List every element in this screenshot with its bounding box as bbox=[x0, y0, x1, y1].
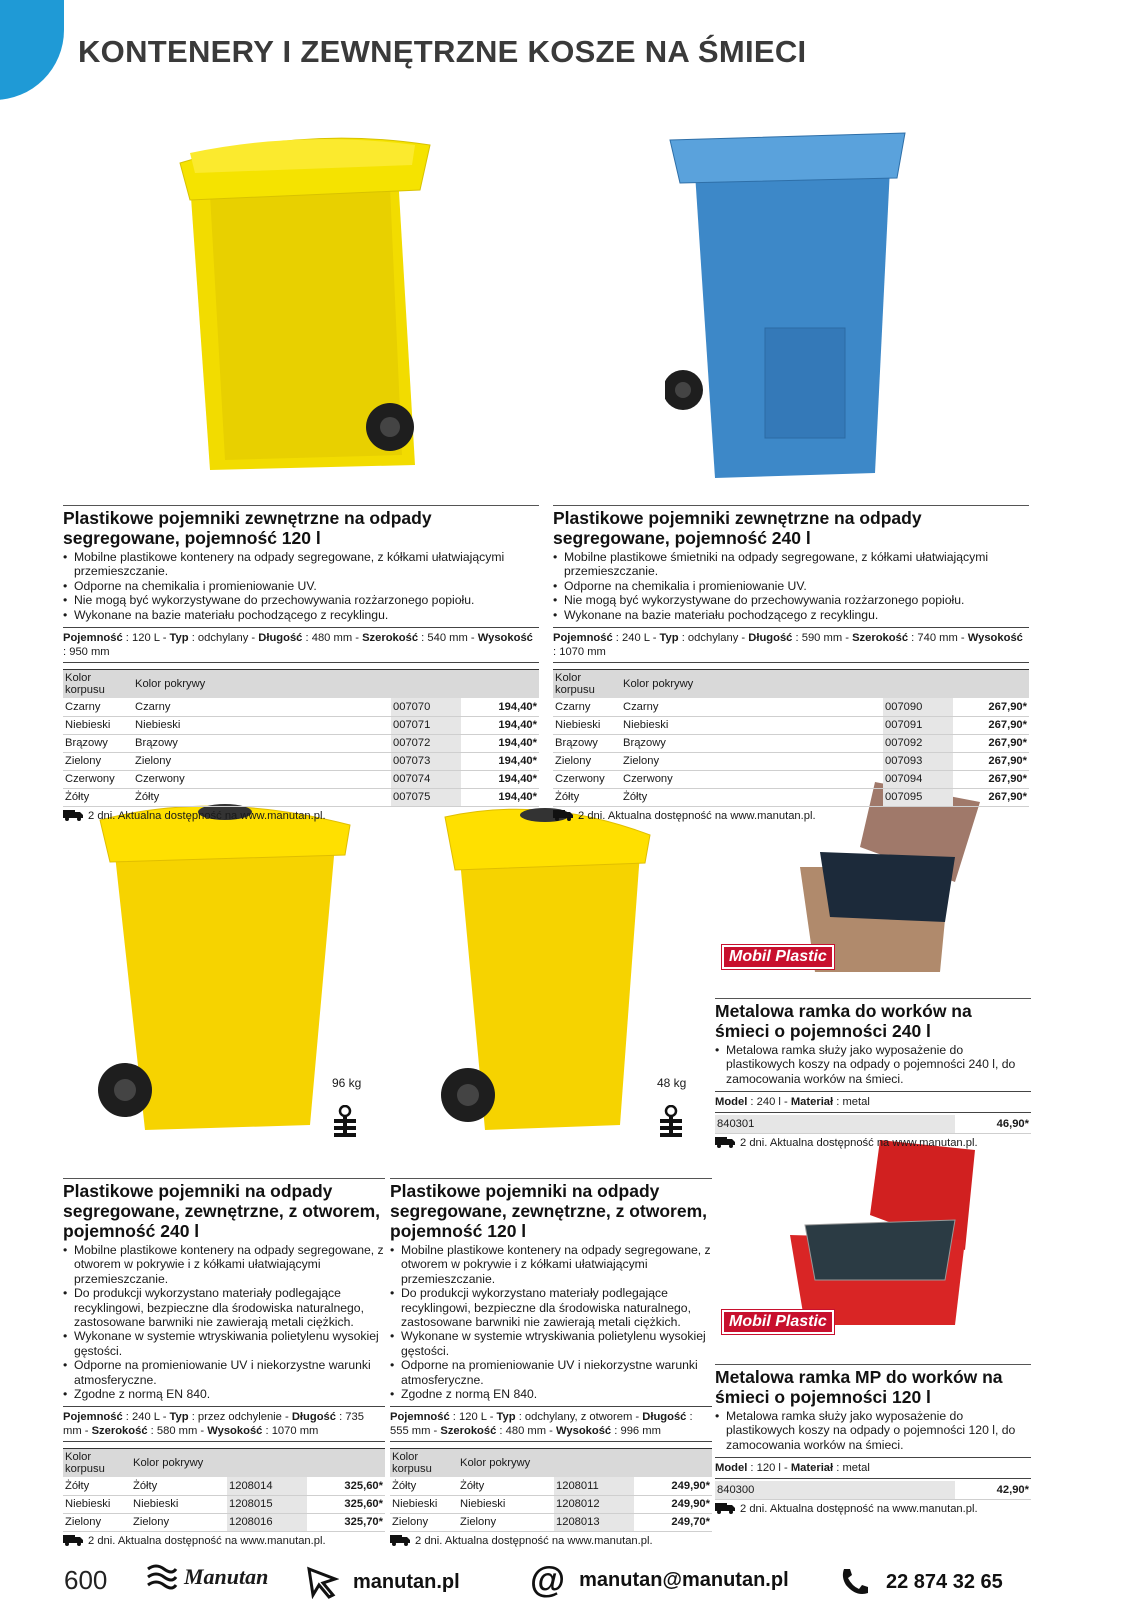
spec-line: Pojemność : 120 L - Typ : odchylany - Długość : 480 mm - Szerokość : 540 mm - Wysokość : 950 mm bbox=[63, 627, 539, 663]
table-row bbox=[390, 1513, 712, 1531]
red-bin-frame-image bbox=[785, 1140, 995, 1325]
feature-list bbox=[715, 1409, 1031, 1452]
truck-icon bbox=[63, 810, 83, 821]
body-color-cell: Zielony bbox=[63, 1513, 131, 1531]
delivery-info: 2 dni. Aktualna dostępność na www.manutan.pl. bbox=[390, 1535, 712, 1547]
spec-line: Pojemność : 120 L - Typ : odchylany, z otworem - Długość : 555 mm - Szerokość : 480 mm - Wysokość : 996 mm bbox=[390, 1406, 712, 1442]
feature-item: • Odporne na promieniowanie UV i niekorzystne warunki atmosferyczne. bbox=[390, 1358, 712, 1387]
delivery-info: 2 dni. Aktualna dostępność na www.manutan.pl. bbox=[63, 810, 539, 822]
table-row bbox=[63, 716, 539, 734]
spec-line: Pojemność : 240 L - Typ : przez odchylenie - Długość : 735 mm - Szerokość : 580 mm - Wysokość : 1070 mm bbox=[63, 1406, 385, 1442]
lid-color-cell: Czerwony bbox=[133, 770, 391, 788]
table-row bbox=[390, 1495, 712, 1513]
feature-list bbox=[390, 1243, 712, 1401]
price: 325,60* bbox=[307, 1495, 385, 1513]
body-color-cell: Żółty bbox=[390, 1477, 458, 1495]
delivery-info: 2 dni. Aktualna dostępność na www.manutan.pl. bbox=[715, 1503, 1031, 1515]
feature-item: • Do produkcji wykorzystano materiały podlegające recyklingowi, bezpieczne dla środowiska naturalnego, zastosowane barwniki nie zawierają metali ciężkich. bbox=[390, 1286, 712, 1329]
lid-color-cell: Czarny bbox=[133, 698, 391, 716]
feature-item: • Odporne na chemikalia i promieniowanie UV. bbox=[553, 579, 1029, 593]
table-row bbox=[63, 1477, 385, 1495]
price: 42,90* bbox=[955, 1481, 1031, 1499]
feature-item: • Odporne na promieniowanie UV i niekorzystne warunki atmosferyczne. bbox=[63, 1358, 385, 1387]
price: 249,70* bbox=[634, 1513, 712, 1531]
table-row bbox=[553, 716, 1029, 734]
body-color-cell: Brązowy bbox=[553, 734, 621, 752]
price: 194,40* bbox=[461, 698, 539, 716]
table-row bbox=[553, 734, 1029, 752]
feature-item: • Mobilne plastikowe śmietniki na odpady segregowane, z kółkami ułatwiającymi przemieszczanie. bbox=[553, 550, 1029, 579]
product-title: Plastikowe pojemniki na odpady segregowane, zewnętrzne, z otworem, pojemność 120 l bbox=[390, 1178, 712, 1241]
body-color-cell: Niebieski bbox=[63, 716, 133, 734]
price: 267,90* bbox=[953, 734, 1029, 752]
truck-icon bbox=[63, 1535, 83, 1546]
yellow-bin-120-image bbox=[150, 125, 450, 490]
variant-table bbox=[715, 1115, 1031, 1134]
product-bin-120-hole bbox=[390, 1178, 712, 1547]
feature-item: • Do produkcji wykorzystano materiały podlegające recyklingowi, bezpieczne dla środowiska naturalnego, zastosowane barwniki nie zawierają metali ciężkich. bbox=[63, 1286, 385, 1329]
table-row bbox=[63, 788, 539, 806]
feature-item: • Odporne na chemikalia i promieniowanie UV. bbox=[63, 579, 539, 593]
feature-list bbox=[553, 550, 1029, 622]
price: 267,90* bbox=[953, 770, 1029, 788]
feature-item: • Wykonane na bazie materiału pochodzącego z recyklingu. bbox=[63, 608, 539, 622]
delivery-info: 2 dni. Aktualna dostępność na www.manutan.pl. bbox=[63, 1535, 385, 1547]
product-title: Plastikowe pojemniki zewnętrzne na odpady segregowane, pojemność 120 l bbox=[63, 505, 539, 548]
cursor-icon bbox=[305, 1565, 339, 1599]
feature-item: • Mobilne plastikowe kontenery na odpady segregowane, z kółkami ułatwiającymi przemieszczanie. bbox=[63, 550, 539, 579]
variant-table: Kolor korpusu Kolor pokrywy Żółty Żółty 1208011 249,90* Niebieski Niebieski 1208012 249,90* Zielony Zielony 1208013 249,70* bbox=[390, 1448, 712, 1532]
ref-code: 1208013 bbox=[554, 1513, 634, 1531]
feature-list bbox=[715, 1043, 1031, 1086]
body-color-cell: Niebieski bbox=[553, 716, 621, 734]
delivery-info: 2 dni. Aktualna dostępność na www.manutan.pl. bbox=[553, 810, 1029, 822]
price: 194,40* bbox=[461, 716, 539, 734]
ref-code: 007072 bbox=[391, 734, 461, 752]
product-title: Plastikowe pojemniki na odpady segregowane, zewnętrzne, z otworem, pojemność 240 l bbox=[63, 1178, 385, 1241]
product-title: Metalowa ramka MP do worków na śmieci o pojemności 120 l bbox=[715, 1364, 1031, 1407]
phone-link[interactable]: 22 874 32 65 bbox=[838, 1565, 1003, 1599]
page-title: KONTENERY I ZEWNĘTRZNE KOSZE NA ŚMIECI bbox=[78, 34, 807, 69]
variant-table bbox=[715, 1481, 1031, 1500]
feature-list bbox=[63, 1243, 385, 1401]
truck-icon bbox=[715, 1503, 735, 1514]
body-color-cell: Niebieski bbox=[63, 1495, 131, 1513]
ref-code: 1208014 bbox=[227, 1477, 307, 1495]
ref-code: 1208011 bbox=[554, 1477, 634, 1495]
lid-color-cell: Żółty bbox=[131, 1477, 227, 1495]
truck-icon bbox=[553, 810, 573, 821]
body-color-cell: Żółty bbox=[63, 1477, 131, 1495]
feature-item: • Zgodne z normą EN 840. bbox=[63, 1387, 385, 1401]
spec-line: Model : 240 l - Materiał : metal bbox=[715, 1091, 1031, 1113]
price: 267,90* bbox=[953, 698, 1029, 716]
price: 249,90* bbox=[634, 1495, 712, 1513]
table-row bbox=[63, 1495, 385, 1513]
feature-item: • Zgodne z normą EN 840. bbox=[390, 1387, 712, 1401]
weight-icon bbox=[656, 1105, 686, 1139]
feature-item: • Metalowa ramka służy jako wyposażenie do plastikowych koszy na odpady o pojemności 120 l, do zamocowania worków na śmieci. bbox=[715, 1409, 1031, 1452]
corner-accent bbox=[0, 0, 64, 100]
ref-code: 007074 bbox=[391, 770, 461, 788]
price: 325,60* bbox=[307, 1477, 385, 1495]
ref-code: 007070 bbox=[391, 698, 461, 716]
body-color-cell: Niebieski bbox=[390, 1495, 458, 1513]
ref-code: 007075 bbox=[391, 788, 461, 806]
feature-item: • Wykonane w systemie wtryskiwania polietylenu wysokiej gęstości. bbox=[390, 1329, 712, 1358]
lid-color-cell: Żółty bbox=[133, 788, 391, 806]
feature-item: • Wykonane na bazie materiału pochodzącego z recyklingu. bbox=[553, 608, 1029, 622]
ref-code: 1208016 bbox=[227, 1513, 307, 1531]
lid-color-cell: Zielony bbox=[621, 752, 883, 770]
table-row bbox=[63, 770, 539, 788]
lid-color-cell: Niebieski bbox=[458, 1495, 554, 1513]
variant-table: Kolor korpusu Kolor pokrywy Czarny Czarny 007070 194,40* Niebieski Niebieski 007071 194,40* Brązowy Brązowy 007072 194,40* Zielony Zielony 007073 194,40* Czerwony Czerwony 007074 194,40* Żółty Żółty 007075 194,40* bbox=[63, 669, 539, 807]
manutan-logo-icon bbox=[146, 1563, 178, 1591]
body-color-cell: Brązowy bbox=[63, 734, 133, 752]
lid-color-cell: Zielony bbox=[133, 752, 391, 770]
ref-code: 840300 bbox=[715, 1481, 955, 1499]
phone-icon bbox=[838, 1565, 872, 1599]
price: 46,90* bbox=[955, 1115, 1031, 1133]
price: 194,40* bbox=[461, 752, 539, 770]
truck-icon bbox=[715, 1137, 735, 1148]
variant-table: Kolor korpusu Kolor pokrywy Żółty Żółty 1208014 325,60* Niebieski Niebieski 1208015 325,60* Zielony Zielony 1208016 325,70* bbox=[63, 1448, 385, 1532]
footer bbox=[0, 1555, 1139, 1605]
table-row bbox=[63, 734, 539, 752]
at-icon: @ bbox=[530, 1559, 566, 1600]
price: 249,90* bbox=[634, 1477, 712, 1495]
body-color-cell: Żółty bbox=[553, 788, 621, 806]
lid-color-cell: Żółty bbox=[621, 788, 883, 806]
table-row bbox=[390, 1477, 712, 1495]
price: 267,90* bbox=[953, 716, 1029, 734]
body-color-cell: Zielony bbox=[63, 752, 133, 770]
feature-list bbox=[63, 550, 539, 622]
price: 194,40* bbox=[461, 788, 539, 806]
product-frame-240 bbox=[715, 998, 1031, 1149]
lid-color-cell: Brązowy bbox=[621, 734, 883, 752]
weight-icon bbox=[330, 1105, 360, 1139]
table-row bbox=[553, 770, 1029, 788]
variant-table: Kolor korpusu Kolor pokrywy Czarny Czarny 007090 267,90* Niebieski Niebieski 007091 267,90* Brązowy Brązowy 007092 267,90* Zielony Zielony 007093 267,90* Czerwony Czerwony 007094 267,90* Żółty Żółty 007095 267,90* bbox=[553, 669, 1029, 807]
body-color-cell: Żółty bbox=[63, 788, 133, 806]
lid-color-cell: Zielony bbox=[131, 1513, 227, 1531]
table-row bbox=[553, 752, 1029, 770]
email-link[interactable]: @ manutan@manutan.pl bbox=[530, 1559, 789, 1600]
product-bin-120 bbox=[63, 505, 539, 822]
yellow-bin-240-hole-image bbox=[95, 790, 365, 1135]
lid-color-cell: Niebieski bbox=[133, 716, 391, 734]
body-color-cell: Czarny bbox=[63, 698, 133, 716]
feature-item: • Mobilne plastikowe kontenery na odpady segregowane, z otworem w pokrywie i z kółkami ułatwiającymi przemieszczanie. bbox=[390, 1243, 712, 1286]
feature-item: • Nie mogą być wykorzystywane do przechowywania rozżarzonego popiołu. bbox=[553, 593, 1029, 607]
ref-code: 1208012 bbox=[554, 1495, 634, 1513]
lid-color-cell: Zielony bbox=[458, 1513, 554, 1531]
product-title: Plastikowe pojemniki zewnętrzne na odpady segregowane, pojemność 240 l bbox=[553, 505, 1029, 548]
feature-item: • Nie mogą być wykorzystywane do przechowywania rozżarzonego popiołu. bbox=[63, 593, 539, 607]
ref-code: 1208015 bbox=[227, 1495, 307, 1513]
ref-code: 007090 bbox=[883, 698, 953, 716]
body-color-cell: Zielony bbox=[553, 752, 621, 770]
ref-code: 007093 bbox=[883, 752, 953, 770]
product-frame-120 bbox=[715, 1364, 1031, 1515]
weight-label: 96 kg bbox=[332, 1076, 362, 1090]
mobil-plastic-logo: Mobil Plastic bbox=[722, 945, 834, 969]
lid-color-cell: Żółty bbox=[458, 1477, 554, 1495]
website-link[interactable]: manutan.pl bbox=[305, 1565, 460, 1599]
feature-item: • Mobilne plastikowe kontenery na odpady segregowane, z otworem w pokrywie i z kółkami ułatwiającymi przemieszczanie. bbox=[63, 1243, 385, 1286]
ref-code: 007071 bbox=[391, 716, 461, 734]
table-row bbox=[63, 698, 539, 716]
price: 325,70* bbox=[307, 1513, 385, 1531]
yellow-bin-120-hole-image bbox=[435, 795, 665, 1140]
body-color-cell: Czerwony bbox=[63, 770, 133, 788]
table-row bbox=[63, 1513, 385, 1531]
ref-code: 007073 bbox=[391, 752, 461, 770]
product-bin-240 bbox=[553, 505, 1029, 822]
ref-code: 007092 bbox=[883, 734, 953, 752]
lid-color-cell: Niebieski bbox=[131, 1495, 227, 1513]
product-title: Metalowa ramka do worków na śmieci o pojemności 240 l bbox=[715, 998, 1031, 1041]
lid-color-cell: Niebieski bbox=[621, 716, 883, 734]
ref-code: 840301 bbox=[715, 1115, 955, 1133]
truck-icon bbox=[390, 1535, 410, 1546]
brand-logo: Manutan bbox=[146, 1563, 268, 1591]
body-color-cell: Czarny bbox=[553, 698, 621, 716]
delivery-info: 2 dni. Aktualna dostępność na www.manutan.pl. bbox=[715, 1137, 1031, 1149]
price: 194,40* bbox=[461, 770, 539, 788]
ref-code: 007094 bbox=[883, 770, 953, 788]
lid-color-cell: Czarny bbox=[621, 698, 883, 716]
ref-code: 007091 bbox=[883, 716, 953, 734]
body-color-cell: Czerwony bbox=[553, 770, 621, 788]
feature-item: • Wykonane w systemie wtryskiwania polietylenu wysokiej gęstości. bbox=[63, 1329, 385, 1358]
product-bin-240-hole bbox=[63, 1178, 385, 1547]
price: 194,40* bbox=[461, 734, 539, 752]
weight-label: 48 kg bbox=[657, 1076, 687, 1090]
table-row bbox=[553, 788, 1029, 806]
ref-code: 007095 bbox=[883, 788, 953, 806]
spec-line: Pojemność : 240 L - Typ : odchylany - Długość : 590 mm - Szerokość : 740 mm - Wysokość : 1070 mm bbox=[553, 627, 1029, 663]
lid-color-cell: Brązowy bbox=[133, 734, 391, 752]
mobil-plastic-logo: Mobil Plastic bbox=[722, 1310, 834, 1334]
table-row bbox=[553, 698, 1029, 716]
feature-item: • Metalowa ramka służy jako wyposażenie do plastikowych koszy na odpady o pojemności 240 l, do zamocowania worków na śmieci. bbox=[715, 1043, 1031, 1086]
price: 267,90* bbox=[953, 788, 1029, 806]
spec-line: Model : 120 l - Materiał : metal bbox=[715, 1457, 1031, 1479]
lid-color-cell: Czerwony bbox=[621, 770, 883, 788]
page-number: 600 bbox=[64, 1565, 108, 1595]
blue-bin-240-image bbox=[665, 128, 925, 488]
table-row bbox=[63, 752, 539, 770]
price: 267,90* bbox=[953, 752, 1029, 770]
body-color-cell: Zielony bbox=[390, 1513, 458, 1531]
